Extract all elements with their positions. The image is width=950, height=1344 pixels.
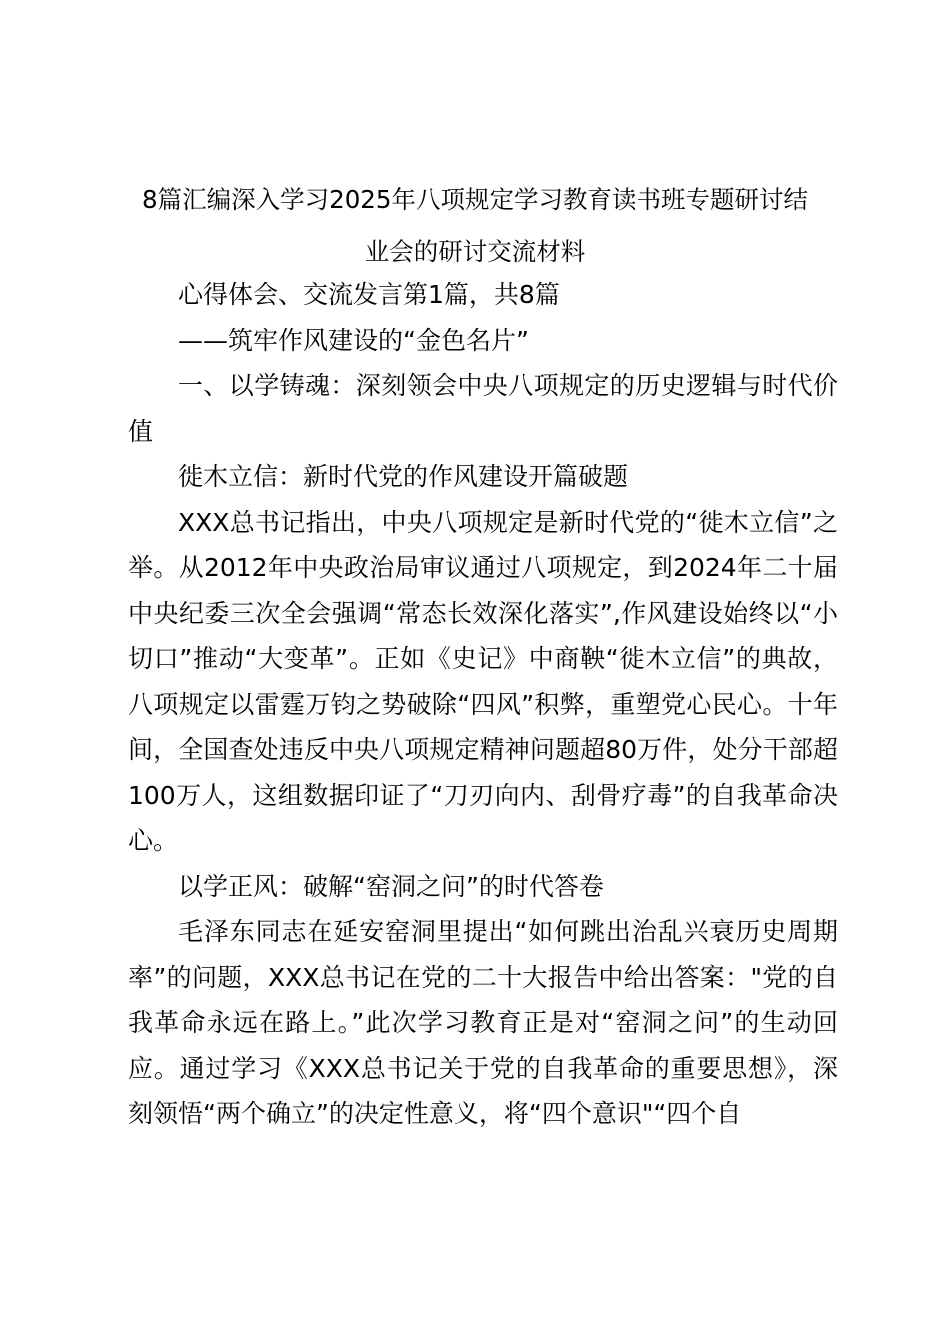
article-index: 心得体会、交流发言第1篇，共8篇: [178, 280, 560, 309]
document-body: [128, 272, 838, 1137]
title-line-1: 8篇汇编深入学习2025年八项规定学习教育读书班专题研讨结: [142, 185, 808, 214]
title-line-2: 业会的研讨交流材料: [364, 237, 586, 266]
section-heading: 一、以学铸魂：深刻领会中央八项规定的历史逻辑与时代价值: [128, 371, 838, 446]
body-paragraph: XXX总书记指出，中央八项规定是新时代党的“徙木立信”之举。从2012年中央政治局审议通过八项规定，到2024年二十届中央纪委三次全会强调“常态长效深化落实”,作风建设始终以“小切口”推动“大变革”。正如《史记》中商鞅“徙木立信”的典故，八项规定以雷霆万钧之势破除“四风”积弊，重塑党心民心。十年间，全国查处违反中央八项规定精神问题超80万件，处分干部超100万人，这组数据印证了“刀刃向内、刮骨疗毒”的自我革命决心。: [128, 507, 838, 855]
sub-heading: 徙木立信：新时代党的作风建设开篇破题: [178, 462, 629, 491]
document-title: [100, 174, 850, 278]
article-subtitle: ——筑牢作风建设的“金色名片”: [178, 325, 529, 355]
sub-heading: 以学正风：破解“窑洞之问”的时代答卷: [178, 871, 604, 901]
body-paragraph: 毛泽东同志在延安窑洞里提出“如何跳出治乱兴衰历史周期率”的问题，XXX总书记在党的二十大报告中给出答案："党的自我革命永远在路上。”此次学习教育正是对“窑洞之问”的生动回应。通过学习《XXX总书记关于党的自我革命的重要思想》，深刻领悟“两个确立”的决定性意义，将“四个意识"“四个自: [128, 917, 838, 1128]
